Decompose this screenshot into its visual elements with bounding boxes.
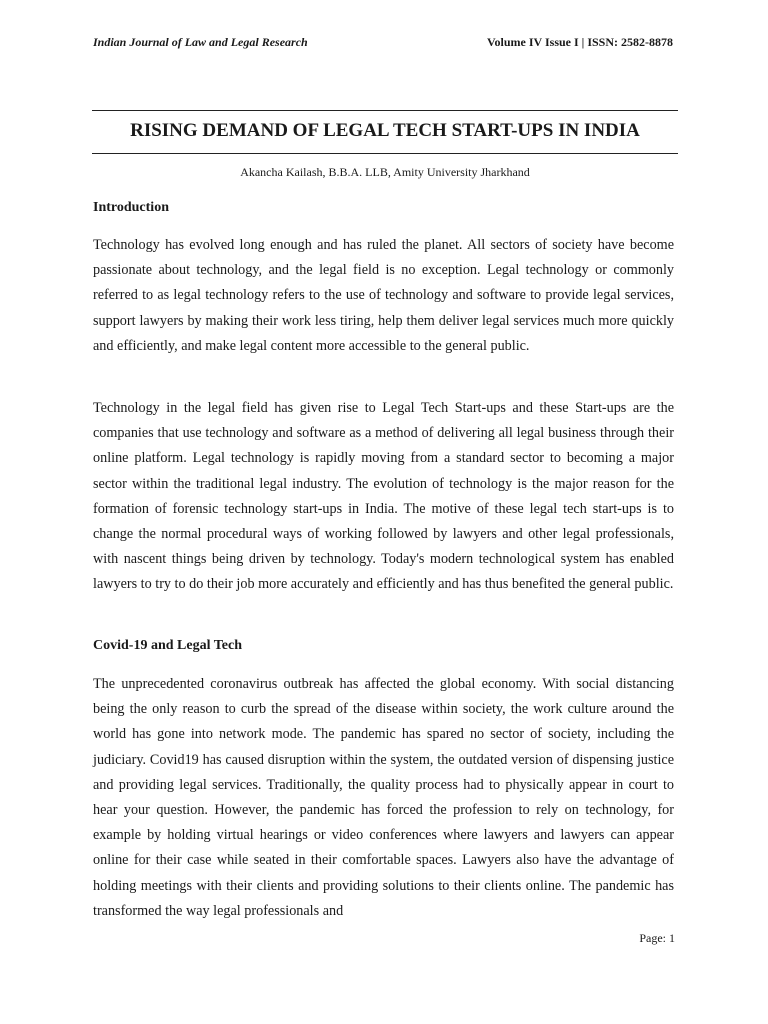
article-title: RISING DEMAND OF LEGAL TECH START-UPS IN INDIA xyxy=(130,120,640,141)
author-line: Akancha Kailash, B.B.A. LLB, Amity University Jharkhand xyxy=(240,165,530,179)
paragraph: Technology in the legal field has given rise to Legal Tech Start-ups and these Start-ups are the companies that use technology and software as a method of delivering all legal business through their online platform. Legal technology is rapidly moving from a standard sector to becoming a major sector within the traditional legal industry. The evolution of technology is the major reason for the formation of forensic technology start-ups in India. The motive of these legal tech start-ups is to change the normal procedural ways of working followed by lawyers and other legal professionals, with nascent things being driven by technology. Today's modern technological system has enabled lawyers to try to do their job more accurately and efficiently and has thus benefited the general public. xyxy=(93,400,674,593)
paragraph: Technology has evolved long enough and has ruled the planet. All sectors of society have become passionate about technology, and the legal field is no exception. Legal technology or commonly referred to as legal technology refers to the use of technology and software to provide legal services, support lawyers by making their work less tiring, help them deliver legal services much more quickly and efficiently, and make legal content more accessible to the general public. xyxy=(93,237,674,354)
title-top-rule xyxy=(92,110,678,111)
paragraph: The unprecedented coronavirus outbreak has affected the global economy. With social distancing being the only reason to curb the spread of the disease within society, the work culture around the world has gone into network mode. The pandemic has spared no sector of society, including the judiciary. Covid19 has caused disruption within the system, the outdated version of dispensing justice and providing legal services. Traditionally, the quality process had to physically appear in court to hear your question. However, the pandemic has forced the profession to rely on technology, for example by holding virtual hearings or video conferences where lawyers and lawyers can appear online for their case while seated in their comfortable spaces. Lawyers also have the advantage of holding meetings with their clients and providing solutions to their clients online. The pandemic has transformed the way legal professionals and xyxy=(93,676,674,919)
section-heading-covid: Covid-19 and Legal Tech xyxy=(93,638,242,653)
title-bottom-rule xyxy=(92,153,678,154)
volume-issn: Volume IV Issue I | ISSN: 2582-8878 xyxy=(486,35,673,49)
running-header xyxy=(93,33,673,51)
journal-name: Indian Journal of Law and Legal Research xyxy=(93,35,308,49)
page-number: Page: 1 xyxy=(639,931,675,945)
section-heading-introduction: Introduction xyxy=(93,200,169,215)
